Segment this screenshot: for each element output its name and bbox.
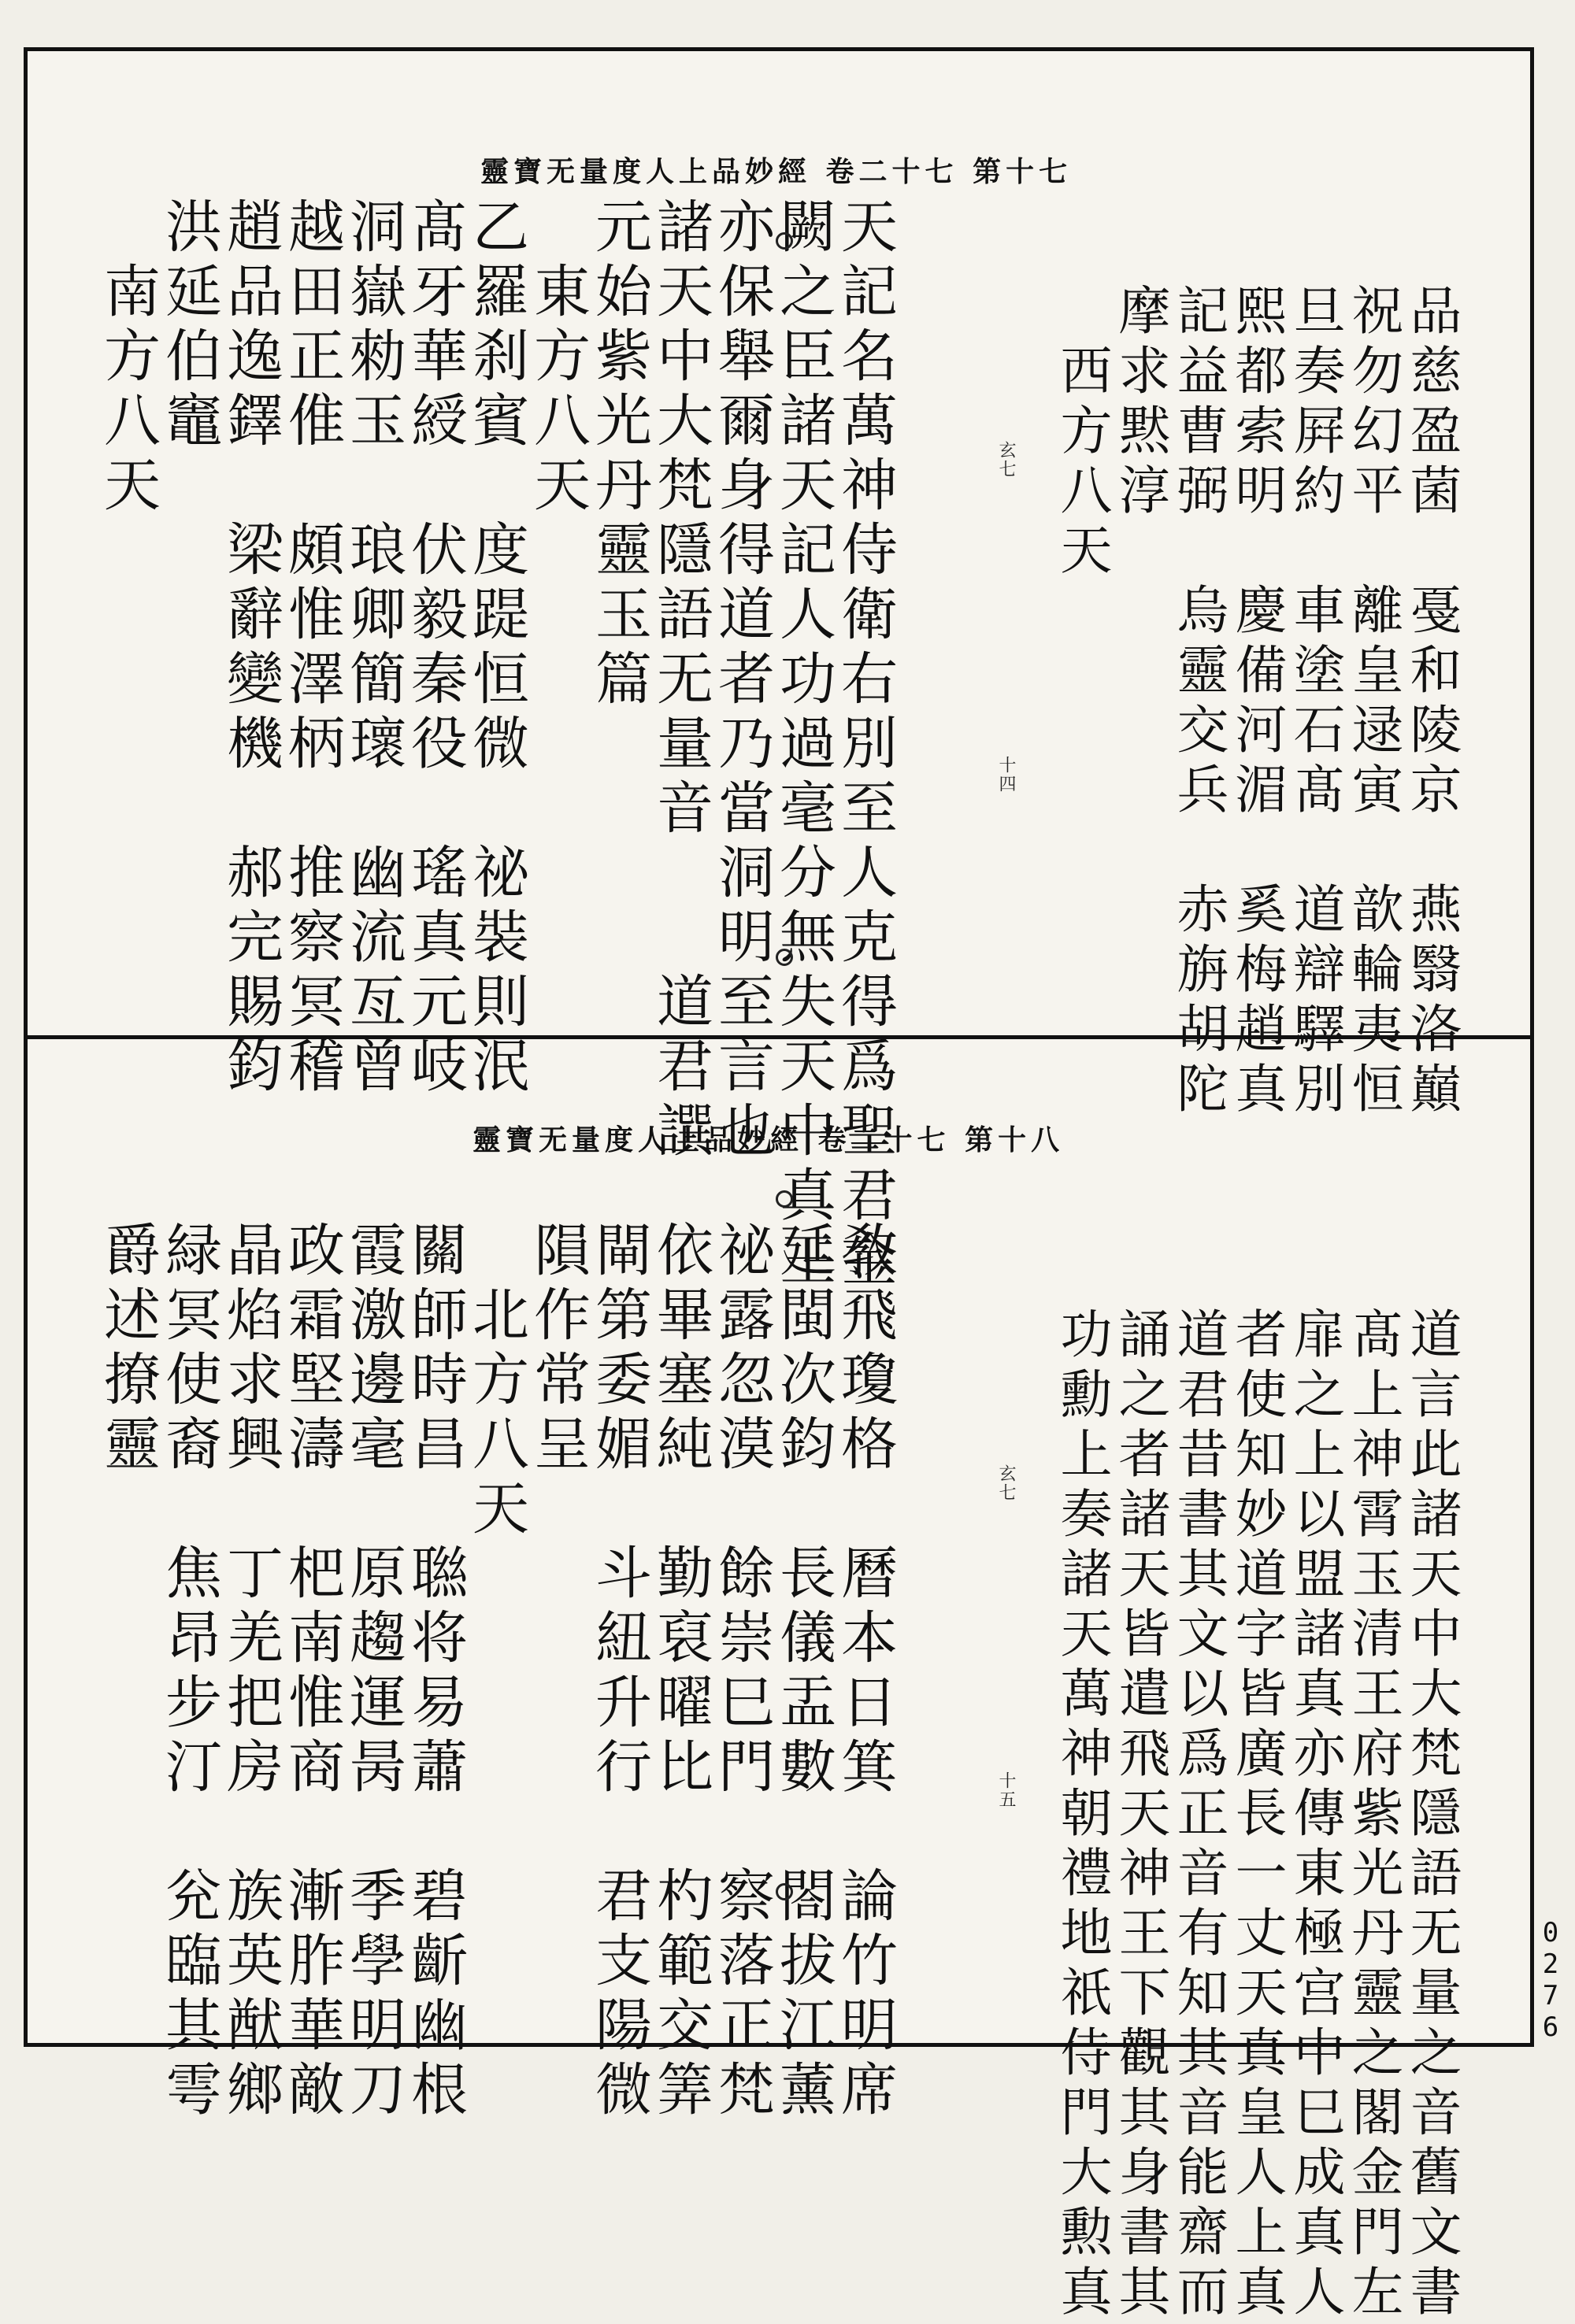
lower-col-2: 延閩次鈞 長儀盂數 閤拔江薰 [770, 1220, 836, 2124]
lower-col-7: 北方八天 [463, 1220, 529, 1543]
lower-col-13: 爵述撩靈 [94, 1220, 161, 1478]
upper-col-13: 南方八天 [94, 197, 161, 520]
upper-col-19: 摩求黙淳 [1110, 283, 1170, 523]
lower-col-3: 祕露忽漠 餘崇巳門 察落正梵 [709, 1220, 775, 2124]
upper-col-10: 越田正倠 頗惟澤柄 推察冥稽 [279, 197, 345, 1101]
lower-col-4: 依畢塞純 勤裒曜比 杓範交筭 [647, 1220, 713, 2124]
lower-col-16: 扉之上以盟諸真亦傳東極宫中巳成真人 [1284, 1307, 1345, 2324]
lower-col-18: 道君昔書其文以爲正音有知其音能齋而 [1168, 1307, 1228, 2324]
punch-hole-marker [776, 1883, 793, 1900]
upper-col-17: 熙都索明 慶備河湄 奚梅趙真 [1226, 283, 1287, 1121]
upper-col-12: 洪延伯竈 [156, 197, 222, 455]
lower-col-19: 誦之者諸天皆遣飛天神王下觀其身書其 [1110, 1307, 1170, 2324]
upper-col-11: 趙品逸鐸 梁辭變機 郝完賜鈞 [217, 197, 284, 1101]
upper-col-18: 記益曹弼 烏靈交兵 赤旃胡陀 [1168, 283, 1228, 1121]
lower-col-11: 晶焰求興 丁羌把房 族英猷鄉 [217, 1220, 284, 2124]
lower-col-17: 者使知妙道字皆廣長一丈天真皇人上真 [1226, 1307, 1287, 2324]
lower-col-6: 隕作常呈 [524, 1220, 591, 1478]
upper-col-20: 西方八天 [1051, 283, 1112, 583]
upper-col-15: 祝勿幻平 離皇逯寅 歆輪夷恒 [1343, 283, 1403, 1121]
upper-header: 靈寶无量度人上品妙經 卷二十七 第十七 [480, 155, 1073, 188]
lower-col-1: 敎飛瓊格 曆本日箕 論竹明席 [832, 1220, 898, 2124]
lower-col-12: 緑冥使裔 焦昂步汀 兊臨其雩 [156, 1220, 222, 2124]
page-number: 0276 [1535, 1917, 1566, 2043]
lower-col-8: 關師時昌 聮将易蕭 碧齗幽根 [402, 1220, 468, 2124]
upper-col-9: 洞嶽勑玉 琅卿簡瓌 幽流亙曾 [340, 197, 406, 1101]
punch-hole-marker [776, 232, 793, 250]
upper-col-5: 元始紫光丹靈玉篇 [586, 197, 652, 713]
upper-col-7: 乙羅刹賓 度踶恒微 祕裝則泯 [463, 197, 529, 1101]
upper-note-1: 玄七 [996, 441, 1016, 479]
upper-col-6: 東方八天 [524, 197, 591, 520]
lower-note-1: 玄七 [996, 1464, 1016, 1502]
upper-col-3: 亦保舉爾身得道者乃當洞明至言也 [709, 197, 775, 1165]
punch-hole-marker [776, 1190, 793, 1208]
lower-col-15: 髙上神霄玉清王府紫光丹靈之閣金門左 [1343, 1307, 1403, 2324]
upper-col-8: 髙牙華綬 伏毅秦役 瑤真元岐 [402, 197, 468, 1101]
lower-col-10: 政霜堅濤 杷南惟商 漸胙華敵 [279, 1220, 345, 2124]
upper-col-14: 品慈盈菌 戞和陵京 燕翳洛巔 [1401, 283, 1462, 1121]
lower-col-5: 閘第委媚 斗紐升行 君支陽微 [586, 1220, 652, 2124]
lower-header: 靈寶无量度人上品妙經 卷二十七 第十八 [472, 1123, 1065, 1156]
lower-note-2: 十五 [996, 1771, 1016, 1809]
upper-note-2: 十四 [996, 756, 1016, 794]
upper-col-4: 諸天中大梵隱語无量音 道君譔 [647, 197, 713, 1165]
upper-col-1: 天記名萬神侍衛右別至人克得爲聖君金 [832, 197, 898, 1294]
punch-hole-marker [776, 949, 793, 966]
lower-col-9: 霞激邊毫 原趨運昺 季學明刀 [340, 1220, 406, 2124]
upper-col-2: 闕之臣諸天記人功過毫分無失天中真王 [770, 197, 836, 1294]
lower-col-20: 功勳上奏諸天萬神朝禮地祇侍門大勲真 [1051, 1307, 1112, 2324]
upper-col-16: 旦奏屛約 車塗石髙 道辯驛別 [1284, 283, 1345, 1121]
lower-col-14: 道言此諸天中大梵隱語无量之音舊文書 [1401, 1307, 1462, 2324]
